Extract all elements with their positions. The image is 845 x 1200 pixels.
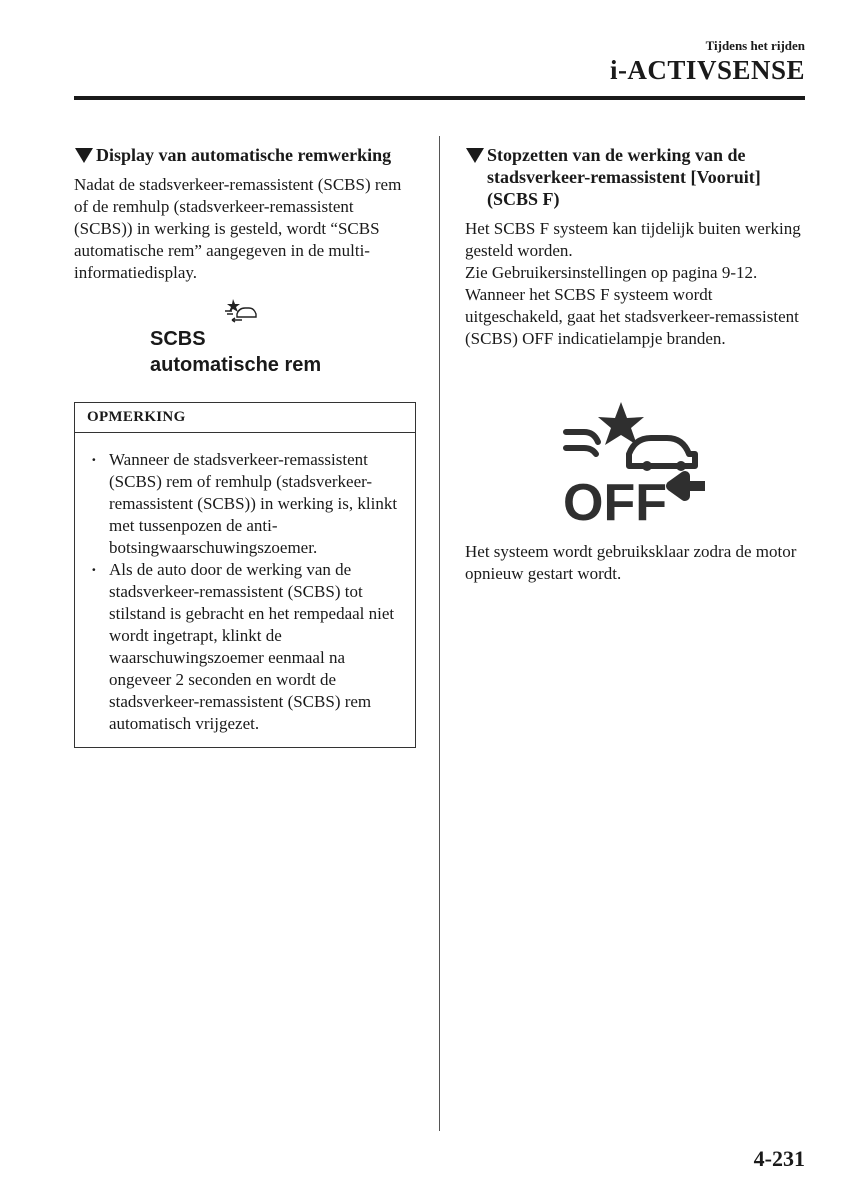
screen-text-scbs: SCBS [150, 328, 206, 350]
triangle-marker-icon [465, 144, 487, 166]
right-column [465, 144, 807, 585]
note-list [75, 433, 415, 747]
section-heading-display [74, 144, 416, 166]
scbs-brake-icon [224, 298, 258, 324]
column-divider [439, 136, 440, 1131]
section-heading-deactivate [465, 144, 807, 210]
screen-text-auto-brake: automatische rem [150, 354, 322, 376]
section-label: Tijdens het rijden [705, 38, 805, 53]
note-title: OPMERKING [75, 403, 415, 433]
deactivate-text-3: Wanneer het SCBS F systeem wordt uitgeschakeld, gaat het stadsverkeer-remassistent (SCBS) OFF indicatielampje branden. [465, 285, 799, 348]
left-column [74, 144, 416, 748]
scbs-off-indicator-icon [561, 398, 807, 531]
heading-text: Stopzetten van de werking van de stadsverkeer-remassistent [Vooruit] (SCBS F) [487, 145, 761, 209]
chapter-title: i-ACTIVSENSE [609, 55, 805, 85]
note-item: · Wanneer de stadsverkeer-remassistent (SCBS) rem of remhulp (stadsverkeer-remassistent (SCBS)) in werking is, klinkt met tussenpozen de anti-botsingwaarschuwingszoemer. [89, 449, 405, 559]
deactivate-text-1: Het SCBS F systeem kan tijdelijk buiten werking gesteld worden. [465, 219, 801, 260]
display-illustration [74, 298, 416, 380]
display-description: Nadat de stadsverkeer-remassistent (SCBS) rem of de remhulp (stadsverkeer-remassistent (SCBS)) in werking is gesteld, wordt “SCBS automatische rem” aangegeven in de multi-informatiedisplay. [74, 175, 402, 282]
note-item: · Als de auto door de werking van de stadsverkeer-remassistent (SCBS) tot stilstand is gebracht en het rempedaal niet wordt ingetrapt, klinkt de waarschuwingszoemer eenmaal na ongeveer 2 seconden en wordt de stadsverkeer-remassistent (SCBS) rem automatisch vrijgezet. [89, 559, 405, 735]
page-number: 4-231 [753, 1146, 805, 1171]
triangle-marker-icon [74, 144, 96, 166]
after-text: Het systeem wordt gebruiksklaar zodra de motor opnieuw gestart wordt. [465, 542, 797, 583]
off-label: OFF [563, 474, 667, 526]
note-box [74, 402, 416, 748]
heading-text: Display van automatische remwerking [96, 145, 392, 165]
header-rule [74, 96, 805, 100]
deactivate-text-2: Zie Gebruikersinstellingen op pagina 9-12. [465, 263, 758, 282]
